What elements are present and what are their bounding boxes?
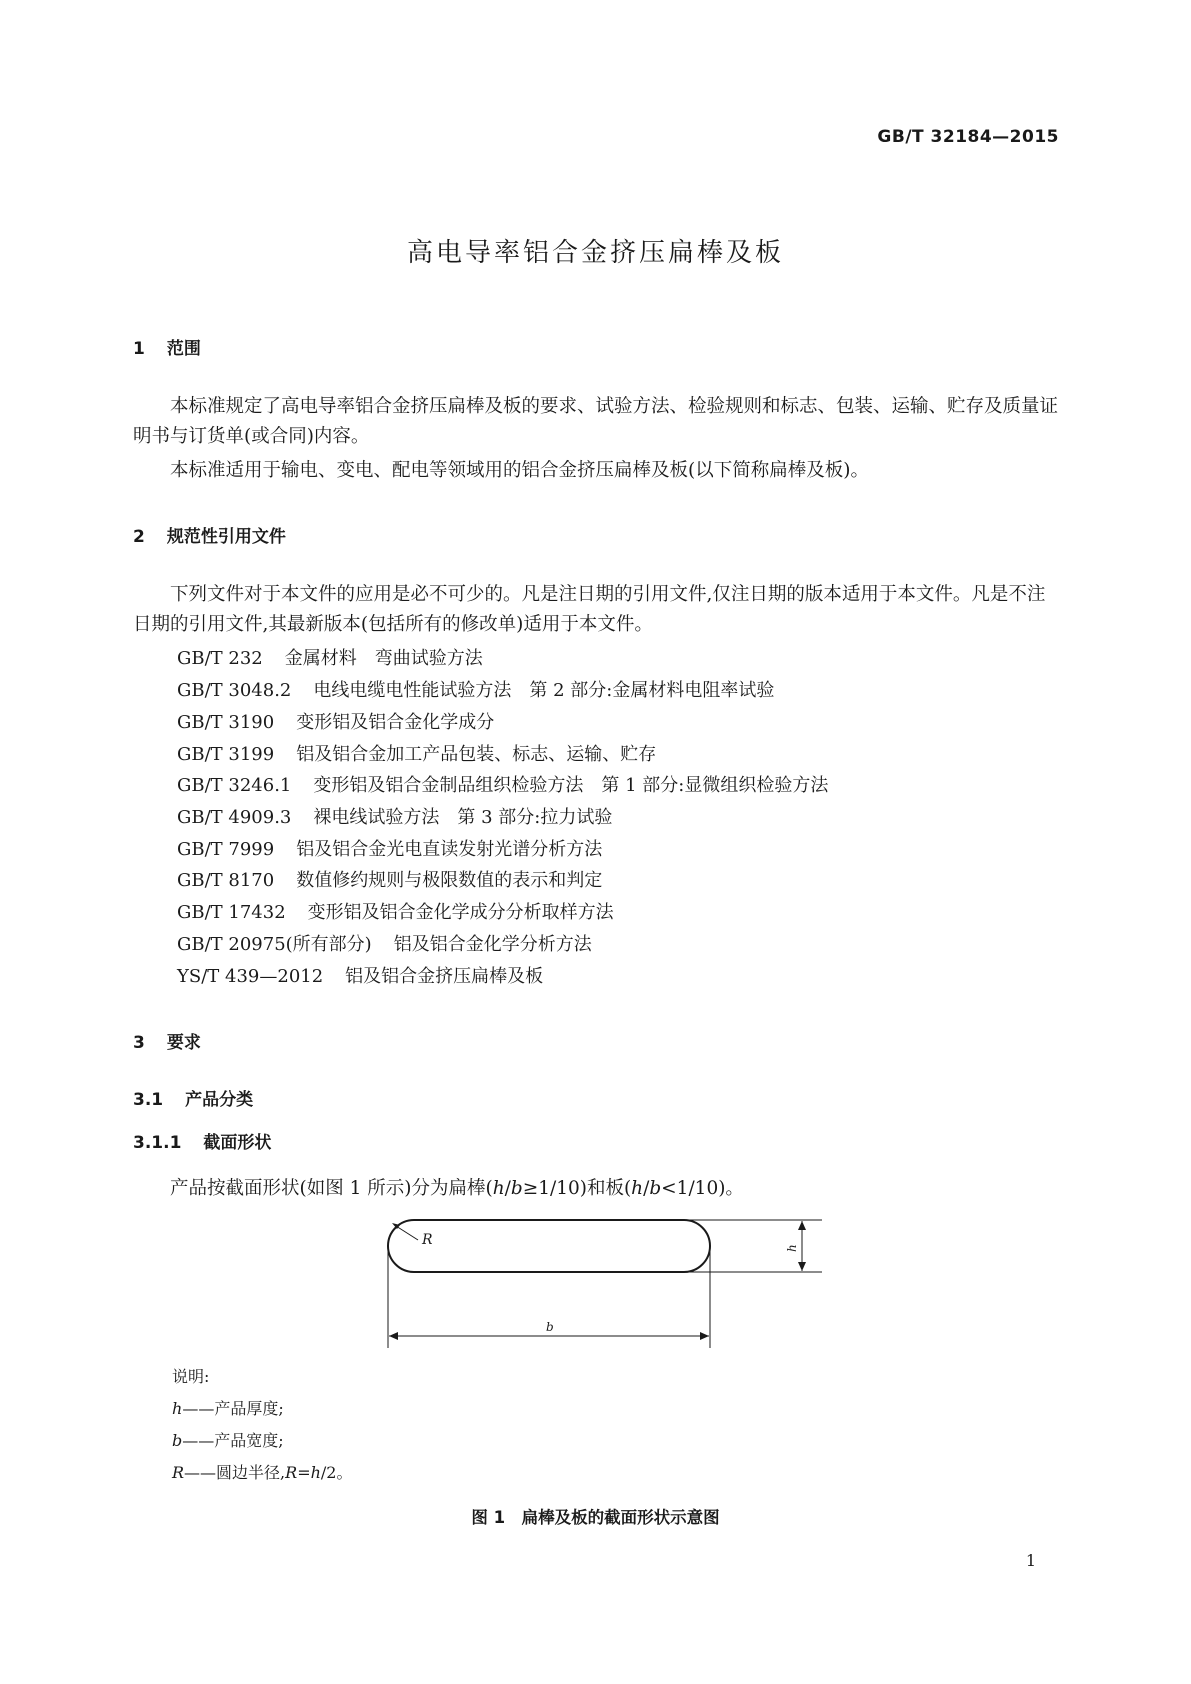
legend-text: /2。: [320, 1463, 353, 1482]
legend-symbol: R: [172, 1463, 185, 1482]
cross-section-figure: [370, 1210, 830, 1350]
reference-title: 铝及铝合金化学分析方法: [393, 934, 592, 955]
reference-title: 数值修约规则与极限数值的表示和判定: [296, 870, 603, 891]
paragraph-text: ≥1/10)和板(: [522, 1178, 632, 1199]
section-3-1-heading: [133, 1085, 253, 1110]
reference-code: GB/T 3246.1: [177, 775, 292, 796]
section-title: 截面形状: [203, 1133, 272, 1153]
slash: /: [504, 1178, 511, 1199]
legend-text: ——产品厚度;: [182, 1399, 284, 1418]
reference-title: 铝及铝合金光电直读发射光谱分析方法: [296, 839, 603, 860]
height-label: h: [785, 1244, 799, 1252]
symbol-h: h: [492, 1178, 505, 1199]
legend-symbol: R: [285, 1463, 298, 1482]
section-number: 3.1.1: [133, 1133, 182, 1153]
reference-code: GB/T 3199: [177, 744, 275, 765]
section-title: 规范性引用文件: [166, 527, 286, 547]
section-title: 要求: [166, 1033, 201, 1053]
figure-legend-item: [172, 1428, 284, 1451]
legend-text: ——圆边半径,: [184, 1463, 286, 1482]
reference-item: [177, 676, 774, 702]
reference-item: [177, 866, 602, 892]
figure-legend-item: [172, 1460, 352, 1483]
reference-code: GB/T 17432: [177, 902, 286, 923]
reference-item: [177, 803, 612, 829]
reference-item: [177, 644, 483, 670]
cross-section-shape: [388, 1220, 710, 1272]
section-number: 1: [133, 339, 145, 359]
section-title: 产品分类: [185, 1090, 254, 1110]
reference-item: [177, 962, 543, 988]
slash: /: [643, 1178, 650, 1199]
reference-item: [177, 898, 614, 924]
reference-title: 变形铝及铝合金化学成分分析取样方法: [307, 902, 614, 923]
reference-item: [177, 835, 602, 861]
figure-legend-item: [172, 1396, 284, 1419]
reference-title: 变形铝及铝合金化学成分: [296, 712, 495, 733]
reference-item: [177, 708, 494, 734]
section-title: 范围: [166, 339, 201, 359]
reference-code: GB/T 7999: [177, 839, 275, 860]
document-title: 高电导率铝合金挤压扁棒及板: [406, 238, 784, 268]
reference-code: GB/T 20975(所有部分): [177, 934, 372, 955]
reference-item: [177, 771, 828, 797]
width-label: b: [546, 1320, 554, 1334]
section-3-heading: [133, 1028, 201, 1053]
reference-code: GB/T 4909.3: [177, 807, 292, 828]
legend-symbol: b: [172, 1431, 183, 1450]
section-3-1-1-paragraph: [133, 1174, 1063, 1204]
reference-code: YS/T 439—2012: [177, 966, 324, 987]
reference-title: 铝及铝合金加工产品包装、标志、运输、贮存: [296, 744, 657, 765]
figure-legend-title: 说明:: [172, 1367, 210, 1386]
section-2-paragraph-1: 下列文件对于本文件的应用是必不可少的。凡是注日期的引用文件,仅注日期的版本适用于本文件。凡是不注日期的引用文件,其最新版本(包括所有的修改单)适用于本文件。: [133, 584, 1046, 635]
section-2-heading: [133, 522, 286, 547]
radius-label: R: [422, 1232, 433, 1248]
radius-arrow: [396, 1226, 418, 1240]
section-3-1-1-heading: [133, 1128, 271, 1153]
section-number: 3: [133, 1033, 145, 1053]
reference-code: GB/T 232: [177, 648, 263, 669]
standard-code: GB/T 32184—2015: [877, 127, 1059, 147]
reference-item: [177, 930, 592, 956]
reference-item: [177, 740, 656, 766]
reference-code: GB/T 8170: [177, 870, 275, 891]
legend-symbol: h: [310, 1463, 321, 1482]
height-arrowhead-bottom: [798, 1262, 806, 1271]
reference-code: GB/T 3048.2: [177, 680, 292, 701]
legend-symbol: h: [172, 1399, 183, 1418]
symbol-b: b: [649, 1178, 662, 1199]
figure-caption: 图 1 扁棒及板的截面形状示意图: [471, 1508, 720, 1527]
reference-title: 金属材料 弯曲试验方法: [284, 648, 483, 669]
paragraph-text: <1/10)。: [661, 1178, 744, 1199]
width-arrowhead-right: [700, 1332, 709, 1340]
symbol-h: h: [631, 1178, 644, 1199]
reference-title: 电线电缆电性能试验方法 第 2 部分:金属材料电阻率试验: [313, 680, 775, 701]
reference-title: 裸电线试验方法 第 3 部分:拉力试验: [313, 807, 613, 828]
page-number: 1: [1025, 1551, 1036, 1570]
symbol-b: b: [510, 1178, 523, 1199]
height-arrowhead-top: [798, 1221, 806, 1230]
legend-text: ——产品宽度;: [182, 1431, 284, 1450]
width-arrowhead-left: [389, 1332, 398, 1340]
legend-equals: =: [297, 1463, 311, 1482]
section-number: 3.1: [133, 1090, 164, 1110]
reference-code: GB/T 3190: [177, 712, 275, 733]
reference-title: 铝及铝合金挤压扁棒及板: [345, 966, 544, 987]
section-1-paragraph-1: 本标准规定了高电导率铝合金挤压扁棒及板的要求、试验方法、检验规则和标志、包装、运输、贮存及质量证明书与订货单(或合同)内容。: [133, 396, 1059, 447]
paragraph-text: 产品按截面形状(如图 1 所示)分为扁棒(: [170, 1178, 493, 1199]
section-1-paragraph-2: 本标准适用于输电、变电、配电等领域用的铝合金挤压扁棒及板(以下简称扁棒及板)。: [170, 460, 869, 481]
reference-title: 变形铝及铝合金制品组织检验方法 第 1 部分:显微组织检验方法: [313, 775, 829, 796]
section-number: 2: [133, 527, 145, 547]
section-1-heading: [133, 334, 201, 359]
